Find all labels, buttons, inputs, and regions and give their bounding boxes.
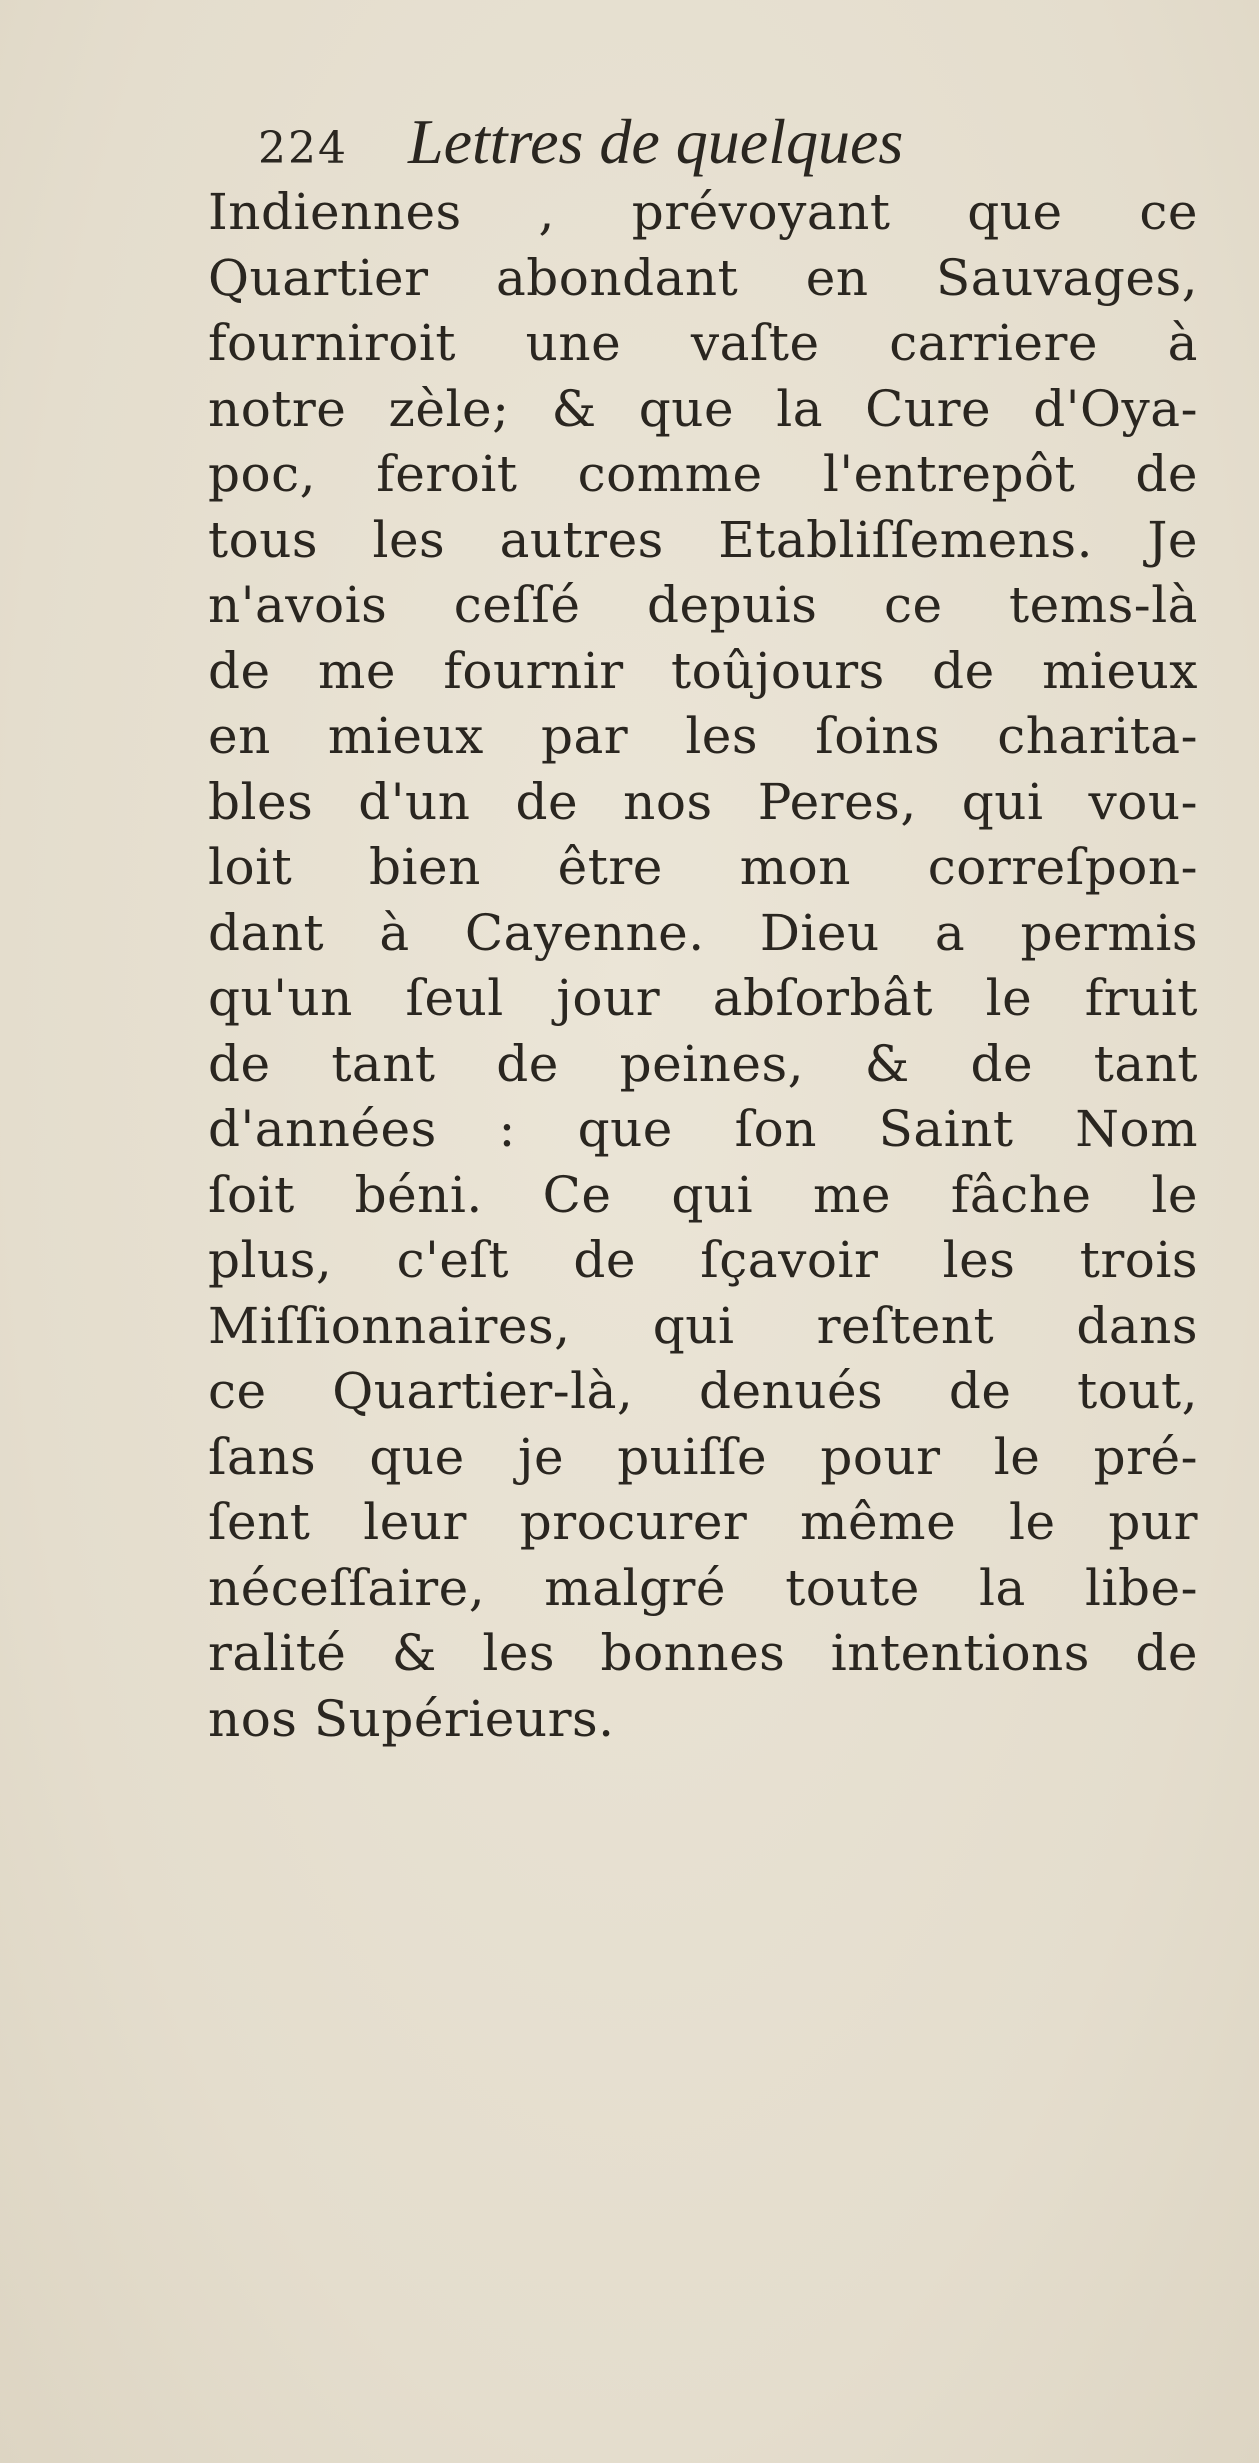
text-line: qu'un ſeul jour abſorbât le fruit [208,969,1198,1027]
text-line: loit bien être mon correſpon- [208,838,1198,896]
text-line: ſoit béni. Ce qui me fâche le [208,1165,1198,1224]
text-line: dant à Cayenne. Dieu a permis [208,903,1198,962]
text-line: notre zèle; & que la Cure d'Oya- [208,379,1198,438]
text-line: ce Quartier-là, denués de tout, [208,1362,1198,1420]
text-line: Indiennes , prévoyant que ce [208,183,1198,241]
text-line: ſans que je puiſſe pour le pré- [208,1427,1198,1486]
text-line: de tant de peines, & de tant [208,1034,1198,1093]
text-line: ralité & les bonnes intentions de [208,1624,1198,1682]
text-line: Quartier abondant en Sauvages, [208,248,1198,307]
text-line: tous les autres Etabliſſemens. Je [208,510,1198,569]
text-line: fourniroit une vaſte carriere à [208,314,1198,372]
text-line: n'avois ceſſé depuis ce tems-là [208,576,1198,634]
text-line: Miſſionnaires, qui reſtent dans [208,1296,1198,1355]
running-title: Lettres de quelques [407,106,904,177]
page-number: 224 [258,123,348,174]
text-line: poc, feroit comme l'entrepôt de [208,445,1198,503]
text-line: néceſſaire, malgré toute la libe- [208,1558,1198,1617]
body-text [208,180,1198,1752]
text-line: en mieux par les ſoins charita- [208,707,1198,765]
text-line-last: nos Supérieurs. [208,1689,615,1748]
text-line: d'années : que ſon Saint Nom [208,1100,1198,1158]
page-header [258,105,903,175]
text-line: bles d'un de nos Peres, qui vou- [208,772,1198,831]
text-line: ſent leur procurer même le pur [208,1493,1198,1551]
text-line: de me fournir toûjours de mieux [208,641,1198,700]
text-line: plus, c'eſt de ſçavoir les trois [208,1231,1198,1289]
